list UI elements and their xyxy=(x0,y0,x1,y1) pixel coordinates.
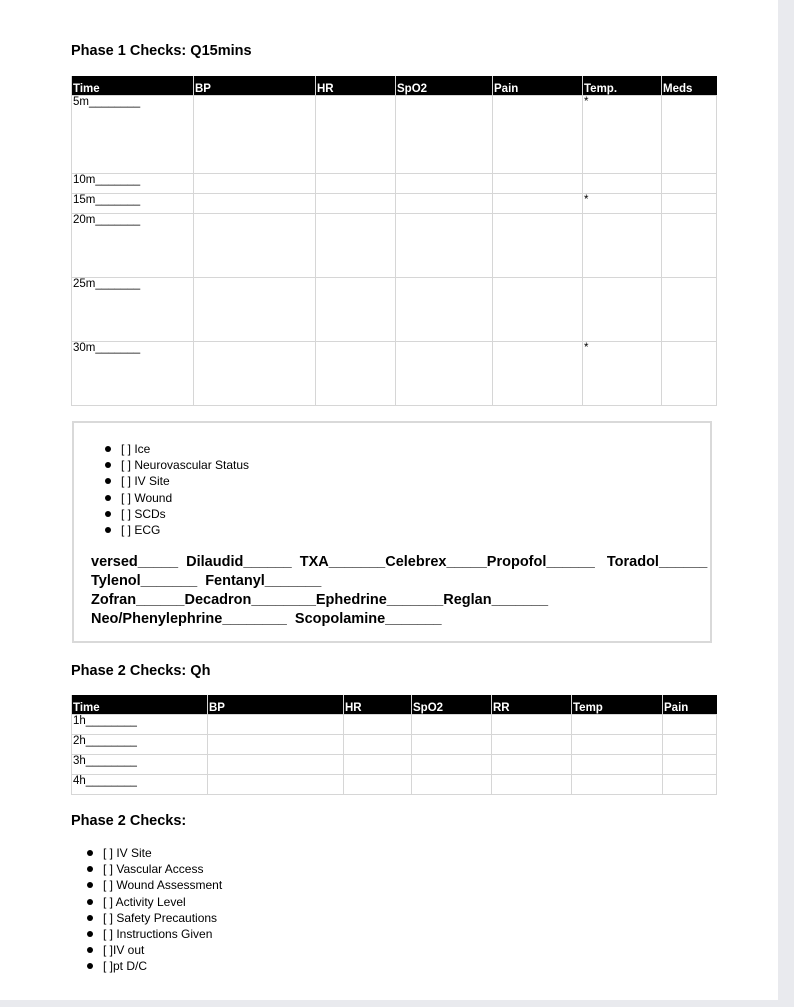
column-header: SpO2 xyxy=(396,76,493,96)
phase2-heading: Phase 2 Checks: Qh xyxy=(71,663,211,679)
table-cell[interactable] xyxy=(493,214,583,278)
table-cell[interactable] xyxy=(412,755,492,775)
bullet-icon xyxy=(105,446,111,452)
medication-line: Zofran______Decadron________Ephedrine_______Reglan_______ xyxy=(91,592,549,608)
list-item[interactable]: [ ] IV Site xyxy=(87,845,222,861)
bullet-icon xyxy=(105,462,111,468)
table-cell[interactable] xyxy=(662,174,717,194)
table-cell[interactable] xyxy=(583,278,662,342)
table-cell[interactable] xyxy=(316,342,396,406)
table-cell[interactable] xyxy=(493,342,583,406)
list-item[interactable]: [ ] Activity Level xyxy=(87,894,222,910)
table-cell[interactable] xyxy=(396,278,493,342)
list-item[interactable]: [ ] ECG xyxy=(105,522,249,538)
column-header: Meds xyxy=(662,76,717,96)
table-cell[interactable] xyxy=(663,775,717,795)
table-cell[interactable] xyxy=(316,174,396,194)
table-cell[interactable] xyxy=(194,96,316,174)
bullet-icon xyxy=(87,866,93,872)
list-item[interactable]: [ ] Safety Precautions xyxy=(87,910,222,926)
table-cell[interactable] xyxy=(396,194,493,214)
table-cell[interactable]: 2h________ xyxy=(72,735,208,755)
table-cell[interactable]: 4h________ xyxy=(72,775,208,795)
table-cell[interactable] xyxy=(412,715,492,735)
list-item[interactable]: [ ] IV Site xyxy=(105,473,249,489)
table-cell[interactable] xyxy=(344,775,412,795)
column-header: HR xyxy=(344,695,412,715)
phase1-heading: Phase 1 Checks: Q15mins xyxy=(71,43,252,59)
table-cell[interactable] xyxy=(316,278,396,342)
table-row xyxy=(72,194,717,214)
table-cell[interactable] xyxy=(583,214,662,278)
table-cell[interactable] xyxy=(663,755,717,775)
column-header: Pain xyxy=(663,695,717,715)
table-cell[interactable] xyxy=(194,194,316,214)
table-cell[interactable] xyxy=(662,214,717,278)
table-cell[interactable] xyxy=(663,735,717,755)
medication-list xyxy=(91,553,711,629)
table-cell[interactable]: * xyxy=(583,96,662,174)
table-row xyxy=(72,775,717,795)
phase2-checklist-heading: Phase 2 Checks: xyxy=(71,813,187,829)
table-row xyxy=(72,735,717,755)
table-cell[interactable] xyxy=(208,755,344,775)
table-row xyxy=(72,755,717,775)
table-cell[interactable] xyxy=(208,715,344,735)
table-row xyxy=(72,96,717,174)
table-cell[interactable] xyxy=(344,715,412,735)
table-cell[interactable] xyxy=(492,735,572,755)
table-row xyxy=(72,342,717,406)
table-cell[interactable]: * xyxy=(583,194,662,214)
table-cell[interactable] xyxy=(396,342,493,406)
table-cell[interactable] xyxy=(316,96,396,174)
phase2-table xyxy=(71,695,717,795)
table-cell[interactable] xyxy=(194,174,316,194)
table-cell[interactable] xyxy=(663,715,717,735)
table-cell[interactable] xyxy=(316,194,396,214)
table-cell[interactable] xyxy=(492,775,572,795)
list-item[interactable]: [ ]pt D/C xyxy=(87,958,222,974)
table-cell[interactable] xyxy=(572,775,663,795)
phase2-header-row xyxy=(72,695,717,715)
table-cell[interactable] xyxy=(572,755,663,775)
table-row xyxy=(72,715,717,735)
table-row xyxy=(72,214,717,278)
table-cell[interactable] xyxy=(316,214,396,278)
list-item[interactable]: [ ] Ice xyxy=(105,441,249,457)
table-cell[interactable]: 5m________ xyxy=(72,96,194,174)
column-header: Temp xyxy=(572,695,663,715)
column-header: Time xyxy=(72,695,208,715)
table-cell[interactable]: 30m_______ xyxy=(72,342,194,406)
table-cell[interactable] xyxy=(662,194,717,214)
table-cell[interactable] xyxy=(492,755,572,775)
bullet-icon xyxy=(87,947,93,953)
table-cell[interactable] xyxy=(662,342,717,406)
bullet-icon xyxy=(87,915,93,921)
column-header: Pain xyxy=(493,76,583,96)
column-header: BP xyxy=(194,76,316,96)
phase1-table xyxy=(71,76,717,406)
table-cell[interactable] xyxy=(396,174,493,194)
table-cell[interactable] xyxy=(662,96,717,174)
table-cell[interactable] xyxy=(572,735,663,755)
bullet-icon xyxy=(105,511,111,517)
table-cell[interactable]: 20m_______ xyxy=(72,214,194,278)
bullet-icon xyxy=(87,931,93,937)
table-cell[interactable]: 1h________ xyxy=(72,715,208,735)
table-cell[interactable] xyxy=(493,96,583,174)
table-cell[interactable] xyxy=(194,214,316,278)
table-cell[interactable] xyxy=(493,278,583,342)
table-row xyxy=(72,174,717,194)
phase1-checklist-box xyxy=(72,421,712,643)
list-item[interactable]: [ ] Neurovascular Status xyxy=(105,457,249,473)
column-header: Time xyxy=(72,76,194,96)
column-header: BP xyxy=(208,695,344,715)
table-cell[interactable] xyxy=(662,278,717,342)
table-cell[interactable] xyxy=(194,278,316,342)
phase1-header-row xyxy=(72,76,717,96)
table-cell[interactable] xyxy=(396,214,493,278)
table-cell[interactable]: 10m_______ xyxy=(72,174,194,194)
table-cell[interactable] xyxy=(412,735,492,755)
table-cell[interactable] xyxy=(583,174,662,194)
bullet-icon xyxy=(87,899,93,905)
table-cell[interactable]: 15m_______ xyxy=(72,194,194,214)
list-item[interactable]: [ ] Instructions Given xyxy=(87,926,222,942)
column-header: SpO2 xyxy=(412,695,492,715)
list-item[interactable]: [ ] Vascular Access xyxy=(87,861,222,877)
table-cell[interactable] xyxy=(492,715,572,735)
medication-line: Neo/Phenylephrine________ Scopolamine_______ xyxy=(91,611,442,627)
phase2-checklist xyxy=(87,845,222,975)
medication-line: Tylenol_______ Fentanyl_______ xyxy=(91,573,322,589)
bullet-icon xyxy=(87,882,93,888)
column-header: RR xyxy=(492,695,572,715)
table-cell[interactable] xyxy=(208,735,344,755)
medication-line: versed_____ Dilaudid______ TXA_______Celebrex_____Propofol______ Toradol______ xyxy=(91,554,708,570)
bullet-icon xyxy=(87,963,93,969)
bullet-icon xyxy=(87,850,93,856)
table-cell[interactable] xyxy=(396,96,493,174)
table-cell[interactable] xyxy=(493,174,583,194)
list-item[interactable]: [ ] Wound xyxy=(105,490,249,506)
table-row xyxy=(72,278,717,342)
bullet-icon xyxy=(105,478,111,484)
table-cell[interactable]: * xyxy=(583,342,662,406)
table-cell[interactable] xyxy=(493,194,583,214)
table-cell[interactable] xyxy=(208,775,344,795)
table-cell[interactable] xyxy=(344,755,412,775)
table-cell[interactable]: 3h________ xyxy=(72,755,208,775)
table-cell[interactable]: 25m_______ xyxy=(72,278,194,342)
column-header: HR xyxy=(316,76,396,96)
column-header: Temp. xyxy=(583,76,662,96)
list-item[interactable]: [ ]IV out xyxy=(87,942,222,958)
bullet-icon xyxy=(105,527,111,533)
table-cell[interactable] xyxy=(194,342,316,406)
list-item[interactable]: [ ] SCDs xyxy=(105,506,249,522)
table-cell[interactable] xyxy=(572,715,663,735)
phase1-checklist xyxy=(105,441,249,538)
table-cell[interactable] xyxy=(412,775,492,795)
list-item[interactable]: [ ] Wound Assessment xyxy=(87,877,222,893)
bullet-icon xyxy=(105,495,111,501)
table-cell[interactable] xyxy=(344,735,412,755)
